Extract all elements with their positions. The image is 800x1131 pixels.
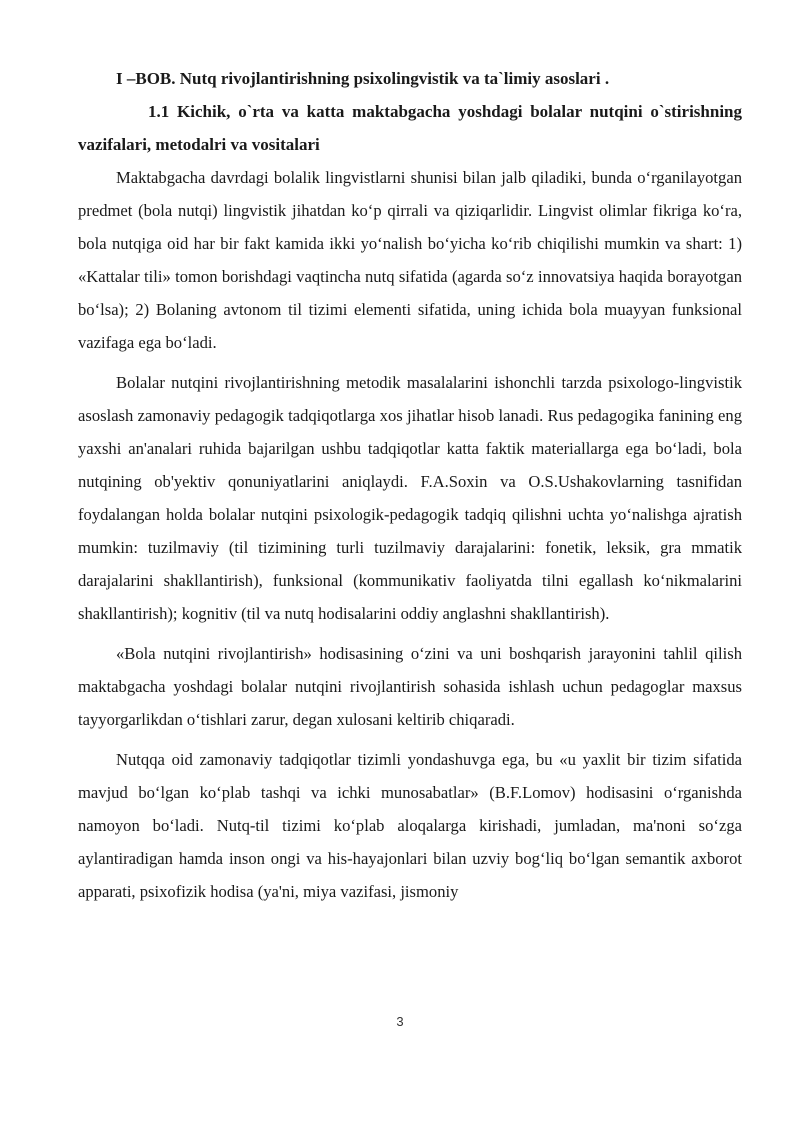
paragraph-1: Maktabgacha davrdagi bolalik lingvistlarni shunisi bilan jalb qiladiki, bunda o‘rganilayotgan predmet (bola nutqi) lingvistik jihatdan ko‘p qirrali va qiziqarlidir. Lingvist olimlar fikriga ko‘ra, bola nutqiga oid har bir fakt kamida ikki yo‘nalish bo‘yicha ko‘rib chiqilishi mumkin va shart: 1) «Kattalar tili» tomon borishdagi vaqtincha nutq sifatida (agarda so‘z innovatsiya haqida borayotgan bo‘lsa); 2) Bolaning avtonom til tizimi elementi sifatida, uning ichida bola muayyan funksional vazifaga ega bo‘ladi. xyxy=(78,168,742,352)
document-page xyxy=(78,62,742,908)
page-number: 3 xyxy=(396,1014,404,1029)
paragraph-2: Bolalar nutqini rivojlantirishning metodik masalalarini ishonchli tarzda psixologo-lingvistik asoslash zamonaviy pedagogik tadqiqotlarga xos jihatlar hisob lanadi. Rus pedagogika fanining eng yaxshi an'analari ruhida bajarilgan ushbu tadqiqotlar katta faktik materiallarga ega bo‘ladi, bola nutqining ob'yektiv qonuniyatlarini aniqlaydi. F.A.Soxin va O.S.Ushakovlarning tasnifidan foydalangan holda bolalar nutqini psixologik-pedagogik tadqiq qilishni uchta yo‘nalishga ajratish mumkin: tuzilmaviy (til tizimining turli tuzilmaviy darajalarini: fonetik, leksik, gra mmatik darajalarini shakllantirish), funksional (kommunikativ faoliyatda tilni egallash ko‘nikmalarini shakllantirish); kognitiv (til va nutq hodisalarini oddiy anglashni shakllantirish). xyxy=(78,373,742,623)
section-title: 1.1 Kichik, o`rta va katta maktabgacha yoshdagi bolalar nutqini o`stirishning vazifalari, metodalri va vositalari xyxy=(78,102,742,154)
chapter-title: I –BOB. Nutq rivojlantirishning psixolingvistik va ta`limiy asoslari . xyxy=(116,69,610,88)
paragraph-4: Nutqqa oid zamonaviy tadqiqotlar tizimli yondashuvga ega, bu «u yaxlit bir tizim sifatida mavjud bo‘lgan ko‘plab tashqi va ichki munosabatlar» (B.F.Lomov) hodisasini o‘rganishda namoyon bo‘ladi. Nutq-til tizimi ko‘plab aloqalarga kirishadi, jumladan, ma'noni so‘zga aylantiradigan hamda inson ongi va his-hayajonlari bilan uzviy bog‘liq bo‘lgan semantik axborot apparati, psixofizik hodisa (ya'ni, miya vazifasi, jismoniy xyxy=(78,750,742,901)
paragraph-3: «Bola nutqini rivojlantirish» hodisasining o‘zini va uni boshqarish jarayonini tahlil qilish maktabgacha yoshdagi bolalar nutqini rivojlantirish sohasida ishlash uchun pedagoglar maxsus tayyorgarlikdan o‘tishlari zarur, degan xulosani keltirib chiqaradi. xyxy=(78,644,742,729)
